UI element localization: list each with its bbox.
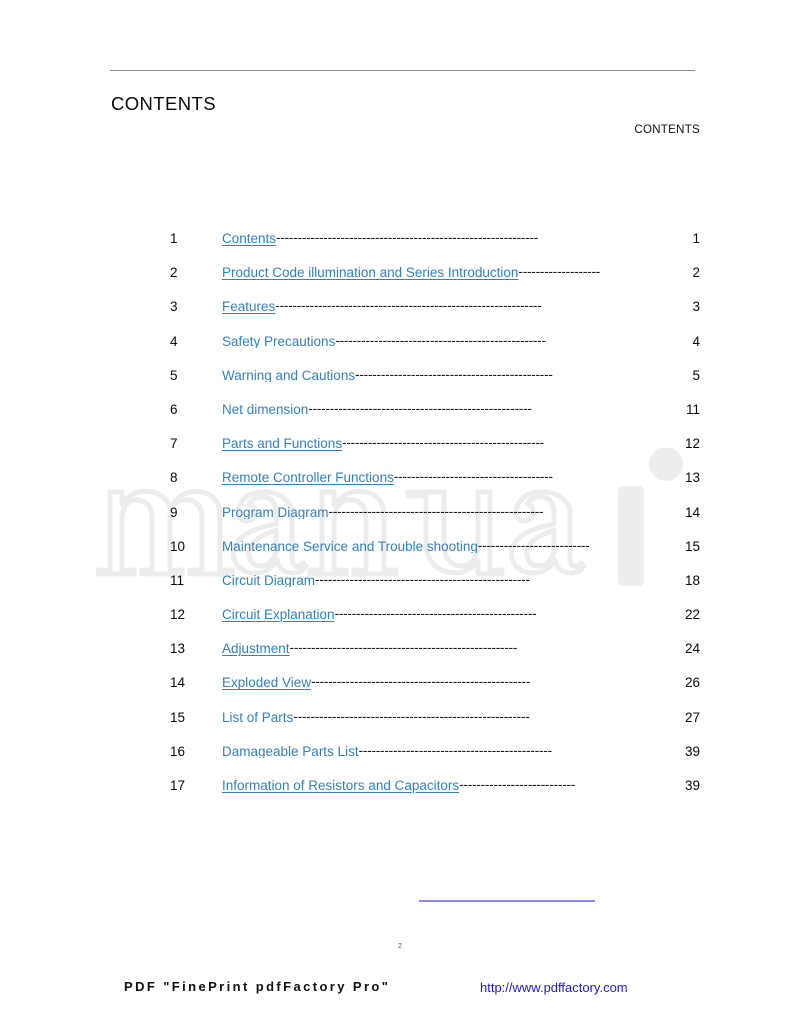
toc-row [0, 266, 800, 300]
toc-page-number: 39 [684, 744, 700, 759]
toc-leader-dashes: ------------------------------------------------------- [293, 710, 530, 724]
toc-link[interactable]: Features [222, 300, 276, 314]
toc-link[interactable]: Product Code illumination and Series Introduction [222, 266, 519, 280]
toc-row [0, 608, 800, 642]
toc-page-number: 26 [684, 676, 700, 690]
toc-entry [222, 506, 700, 520]
toc-link[interactable]: Program Diagram [222, 505, 329, 519]
toc-entry [222, 266, 700, 280]
toc-row-number: 8 [170, 470, 178, 486]
toc-link[interactable]: Information of Resistors and Capacitors [222, 779, 460, 793]
toc-row-number: 11 [170, 572, 185, 588]
toc-entry [222, 335, 700, 349]
toc-row-number: 10 [170, 538, 186, 554]
toc-row [0, 403, 800, 437]
toc-leader-dashes: ------------------------------------------------------------- [276, 232, 539, 245]
toc-row-number: 9 [170, 504, 178, 520]
toc-row [0, 779, 800, 813]
toc-page-number: 27 [684, 710, 700, 725]
toc-page-number: 24 [684, 642, 700, 656]
toc-leader-dashes: ----------------------------------------------------- [289, 642, 518, 655]
toc-entry [222, 403, 700, 417]
toc-leader-dashes: -------------------------- [477, 539, 590, 553]
footer-rule [419, 900, 595, 902]
toc-row [0, 574, 800, 608]
toc-row-number: 2 [170, 265, 178, 281]
toc-entry [222, 608, 700, 622]
toc-page-number: 39 [684, 779, 700, 793]
page-number: 2 [398, 943, 402, 950]
toc-entry [222, 232, 700, 246]
toc-page-number: 5 [692, 368, 700, 383]
toc-link[interactable]: Maintenance Service and Trouble shooting [222, 539, 478, 554]
table-of-contents [0, 232, 800, 813]
toc-leader-dashes: ------------------------------------- [393, 471, 553, 484]
toc-row-number: 3 [170, 299, 178, 315]
page-title: CONTENTS [111, 93, 216, 114]
toc-entry [222, 540, 700, 554]
running-header: CONTENTS [634, 124, 700, 136]
toc-link[interactable]: Adjustment [222, 642, 290, 656]
toc-leader-dashes: ----------------------------------------------- [334, 608, 537, 621]
toc-link[interactable]: Circuit Explanation [222, 608, 335, 622]
toc-leader-dashes: ----------------------------------------------- [342, 437, 544, 450]
toc-row [0, 437, 800, 471]
toc-entry [222, 642, 700, 656]
toc-page-number: 11 [685, 402, 700, 417]
toc-entry [222, 676, 700, 690]
pdffactory-link[interactable]: http://www.pdffactory.com [480, 980, 628, 995]
toc-row-number: 13 [170, 641, 186, 657]
toc-link[interactable]: Safety Precautions [222, 334, 336, 349]
toc-row [0, 335, 800, 369]
toc-row-number: 15 [170, 709, 186, 725]
toc-row-number: 16 [170, 743, 186, 759]
toc-leader-dashes: ---------------------------------------------------- [308, 402, 532, 416]
toc-row [0, 369, 800, 403]
toc-link[interactable]: Circuit Diagram [222, 573, 316, 588]
toc-row [0, 540, 800, 574]
toc-page-number: 1 [692, 232, 700, 246]
toc-entry [222, 711, 700, 725]
toc-row-number: 7 [170, 436, 178, 452]
toc-leader-dashes: --------------------------- [459, 779, 576, 792]
toc-page-number: 14 [684, 505, 700, 519]
toc-leader-dashes: -------------------------------------------------- [328, 505, 544, 518]
toc-page-number: 12 [684, 437, 700, 451]
toc-row [0, 300, 800, 334]
toc-link[interactable]: Contents [222, 232, 277, 246]
toc-entry [222, 300, 700, 314]
toc-row-number: 17 [170, 778, 186, 793]
toc-row [0, 745, 800, 779]
toc-leader-dashes: --------------------------------------------------- [311, 676, 531, 689]
toc-leader-dashes: ---------------------------------------------- [355, 368, 553, 382]
toc-link[interactable]: Parts and Functions [222, 437, 343, 451]
toc-entry [222, 471, 700, 485]
toc-entry [222, 574, 700, 588]
toc-page-number: 15 [684, 539, 700, 554]
toc-row [0, 471, 800, 505]
toc-row-number: 5 [170, 367, 178, 383]
toc-page-number: 3 [692, 300, 700, 314]
toc-page-number: 18 [684, 573, 700, 588]
toc-link[interactable]: List of Parts [222, 710, 294, 725]
toc-row [0, 711, 800, 745]
toc-row-number: 6 [170, 401, 178, 417]
toc-link[interactable]: Exploded View [222, 676, 312, 690]
toc-link[interactable]: Warning and Cautions [222, 368, 356, 383]
toc-leader-dashes: ------------------- [518, 266, 601, 279]
toc-link[interactable]: Remote Controller Functions [222, 471, 394, 485]
toc-page-number: 13 [684, 471, 700, 485]
toc-leader-dashes: -------------------------------------------------- [315, 573, 530, 587]
header-rule [110, 70, 695, 71]
toc-leader-dashes: ------------------------------------------------- [335, 334, 546, 348]
toc-page-number: 4 [692, 334, 700, 349]
toc-row [0, 232, 800, 266]
toc-page-number: 2 [692, 266, 700, 280]
toc-entry [222, 369, 700, 383]
toc-link[interactable]: Damageable Parts List [222, 744, 359, 759]
toc-entry [222, 745, 700, 759]
footer [0, 979, 800, 1003]
toc-row-number: 4 [170, 333, 178, 349]
toc-link[interactable]: Net dimension [222, 402, 309, 417]
toc-leader-dashes: --------------------------------------------- [358, 744, 552, 758]
toc-entry [222, 437, 700, 451]
toc-leader-dashes: -------------------------------------------------------------- [275, 300, 542, 313]
pdf-producer-label: PDF "FinePrint pdfFactory Pro" [124, 979, 391, 994]
toc-row-number: 14 [170, 675, 186, 691]
toc-page-number: 22 [684, 608, 700, 622]
toc-row-number: 12 [170, 607, 186, 623]
toc-entry [222, 779, 700, 793]
toc-row-number: 1 [170, 231, 178, 246]
toc-row [0, 676, 800, 710]
toc-row [0, 506, 800, 540]
toc-row [0, 642, 800, 676]
